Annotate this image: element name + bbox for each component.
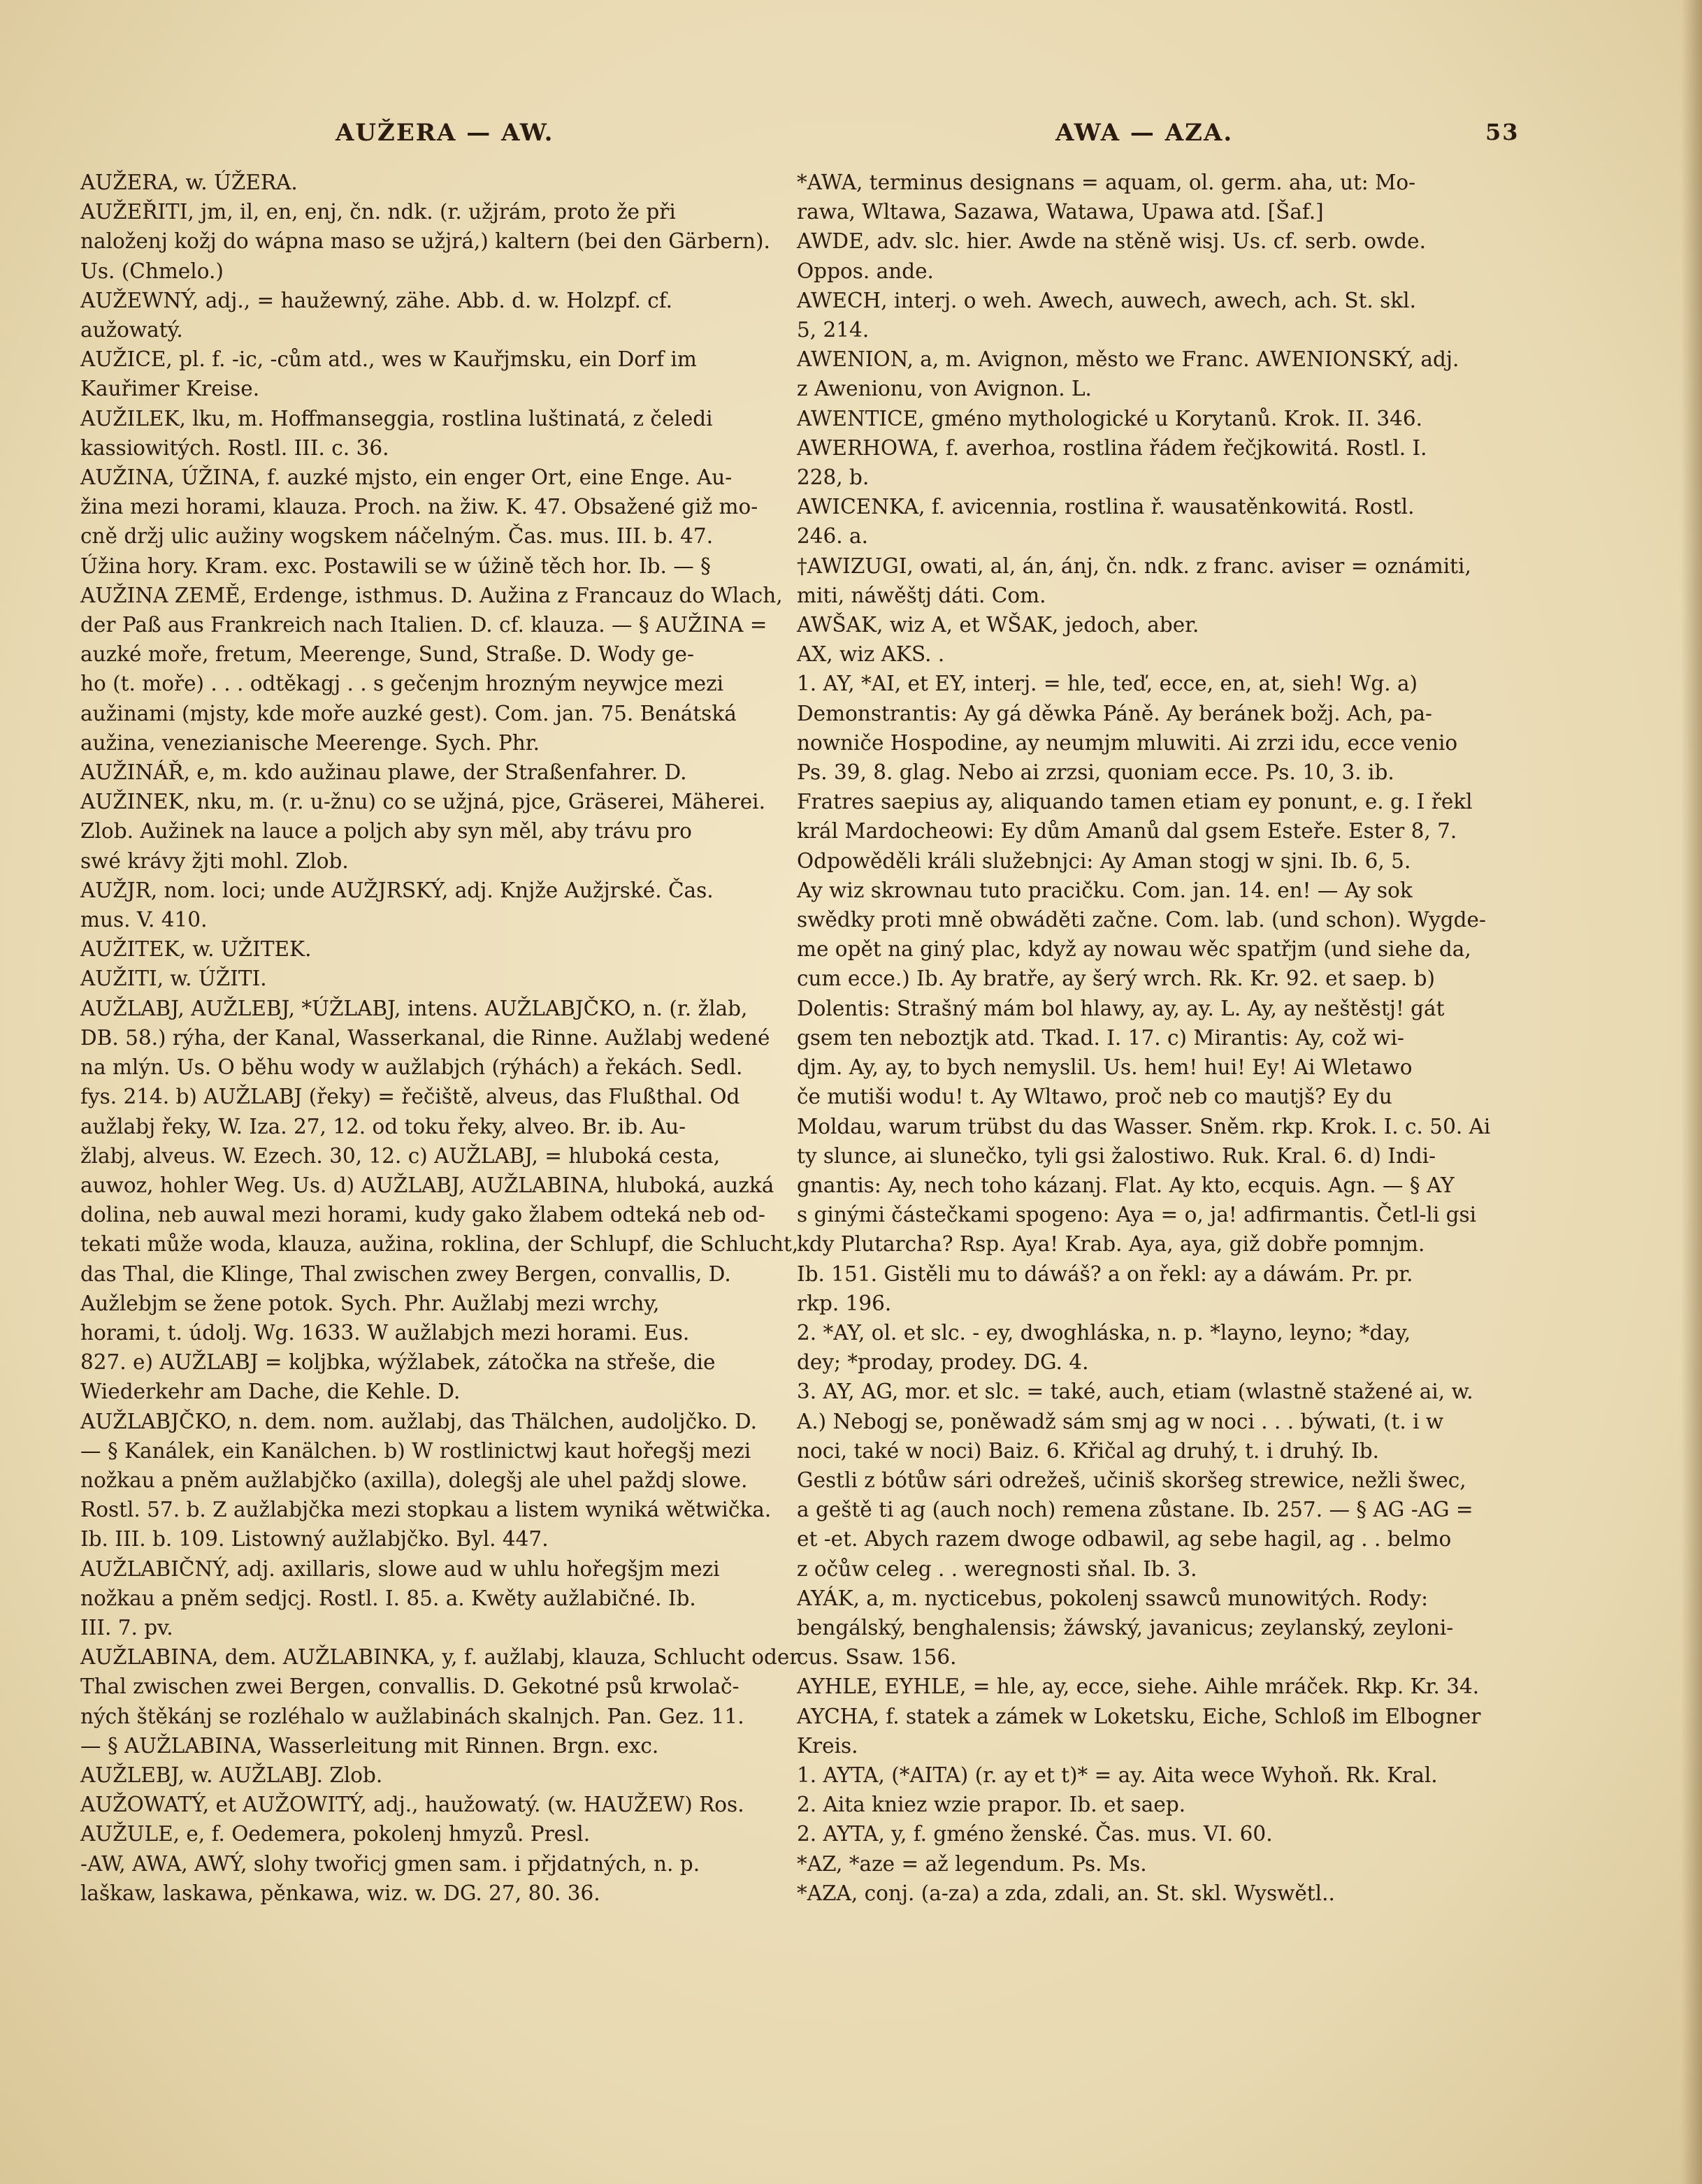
entry-line: z očůw celeg . . weregnosti sňal. Ib. 3.	[797, 1556, 1197, 1581]
entry-line: AUŽILEK, lku, m. Hoffmanseggia, rostlina luštinatá, z čeledi	[80, 406, 713, 431]
right-column	[797, 168, 1524, 1908]
entry-line: miti, náwěštj dáti. Com.	[797, 583, 1046, 607]
entry-line: AUŽULE, e, f. Oedemera, pokolenj hmyzů. Presl.	[80, 1822, 591, 1846]
entry-line: AYCHA, f. statek a zámek w Loketsku, Eiche, Schloß im Elbogner	[797, 1704, 1481, 1728]
entry-line: s ginými částečkami spogeno: Aya = o, ja! adfirmantis. Četl-li gsi	[797, 1203, 1477, 1227]
entry-line: swědky proti mně obwáděti začne. Com. lab. (und schon). Wygde-	[797, 908, 1486, 932]
entry-line: král Mardocheowi: Ey dům Amanů dal gsem Esteře. Ester 8, 7.	[797, 819, 1457, 844]
entry-line: 827. e) AUŽLABJ = koljbka, wýžlabek, zátočka na střeše, die	[80, 1350, 716, 1375]
entry-line: A.) Nebogj se, poněwadž sám smj ag w noci . . . býwati, (t. i w	[797, 1409, 1444, 1433]
entry-line: gsem ten neboztjk atd. Tkad. I. 17. c) Mirantis: Ay, což wi-	[797, 1025, 1404, 1050]
entry-line: *AWA, terminus designans = aquam, ol. germ. aha, ut: Mo-	[797, 171, 1416, 194]
entry-line: — § AUŽLABINA, Wasserleitung mit Rinnen. Brgn. exc.	[80, 1733, 659, 1758]
entry-line: ho (t. moře) . . . odtěkagj . . s gečenjm hrozným neywjce mezi	[80, 672, 724, 696]
entry-line: mus. V. 410.	[80, 908, 208, 932]
entry-line: AUŽITEK, w. UŽITEK.	[80, 937, 312, 962]
entry-line: der Paß aus Frankreich nach Italien. D. cf. klauza. — § AUŽINA =	[80, 613, 767, 637]
entry-line: das Thal, die Klinge, Thal zwischen zwey Bergen, convallis, D.	[80, 1261, 731, 1286]
entry-line: AUŽICE, pl. f. -ic, -cům atd., wes w Kauřjmsku, ein Dorf im	[80, 347, 697, 372]
entry-line: rawa, Wltawa, Sazawa, Watawa, Upawa atd. [Šaf.]	[797, 200, 1324, 224]
entry-line: AWDE, adv. slc. hier. Awde na stěně wisj. Us. cf. serb. owde.	[797, 229, 1427, 254]
entry-line: -AW, AWA, AWÝ, slohy twořicj gmen sam. i přjdatných, n. p.	[80, 1851, 700, 1876]
entry-line: Oppos. ande.	[797, 259, 934, 283]
entry-line: 2. AYTA, y, f. gméno ženské. Čas. mus. VI. 60.	[797, 1822, 1273, 1846]
entry-line: AWENTICE, gméno mythologické u Korytanů. Krok. II. 346.	[797, 406, 1423, 431]
entry-line: na mlýn. Us. O běhu wody w aužlabjch (rýhách) a řekách. Sedl.	[80, 1055, 743, 1080]
entry-line: Thal zwischen zwei Bergen, convallis. D. Gekotné psů krwolač-	[80, 1675, 740, 1699]
entry-line: aužowatý.	[80, 318, 183, 342]
entry-line: AYÁK, a, m. nycticebus, pokolenj ssawců munowitých. Rody:	[797, 1586, 1429, 1610]
entry-line: auzké moře, fretum, Meerenge, Sund, Straße. D. Wody ge-	[80, 642, 694, 667]
entry-line: AWŠAK, wiz A, et WŠAK, jedoch, aber.	[797, 613, 1199, 637]
entry-line: Aužlebjm se žene potok. Sych. Phr. Aužlabj mezi wrchy,	[80, 1291, 660, 1315]
entry-line: Wiederkehr am Dache, die Kehle. D.	[80, 1380, 461, 1404]
entry-line: 2. Aita kniez wzie prapor. Ib. et saep.	[797, 1793, 1186, 1817]
entry-line: AUŽINA ZEMĚ, Erdenge, isthmus. D. Aužina z Francauz do Wlach,	[80, 583, 783, 607]
entry-line: nožkau a pněm aužlabjčko (axilla), dolegšj ale uhel paždj slowe.	[80, 1468, 748, 1492]
entry-line: če mutiši wodu! t. Ay Wltawo, proč neb co mautjš? Ey du	[797, 1085, 1392, 1109]
entry-line: cum ecce.) Ib. Ay bratře, ay šerý wrch. Rk. Kr. 92. et saep. b)	[797, 967, 1435, 991]
entry-line: AX, wiz AKS. .	[797, 642, 945, 667]
entry-line: nožkau a pněm sedjcj. Rostl. I. 85. a. Kwěty aužlabičné. Ib.	[80, 1586, 696, 1610]
entry-line: AUŽLABIČNÝ, adj. axillaris, slowe aud w uhlu hořegšjm mezi	[80, 1556, 720, 1581]
left-column	[80, 168, 807, 1908]
entry-line: *AZA, conj. (a-za) a zda, zdali, an. St. skl. Wyswětl..	[797, 1881, 1335, 1905]
entry-line: Moldau, warum trübst du das Wasser. Sněm. rkp. Krok. I. c. 50. Ai	[797, 1114, 1491, 1138]
entry-line: et -et. Abych razem dwoge odbawil, ag sebe hagil, ag . . belmo	[797, 1527, 1452, 1552]
entry-line: bengálský, benghalensis; žáwský, javanicus; zeylanský, zeyloni-	[797, 1615, 1454, 1640]
entry-line: AUŽLABJČKO, n. dem. nom. aužlabj, das Thälchen, audoljčko. D.	[80, 1409, 757, 1433]
entry-line: auwoz, hohler Weg. Us. d) AUŽLABJ, AUŽLABINA, hluboká, auzká	[80, 1173, 774, 1197]
entry-line: cus. Ssaw. 156.	[797, 1645, 957, 1670]
entry-line: Zlob. Aužinek na lauce a poljch aby syn měl, aby trávu pro	[80, 819, 692, 844]
entry-line: DB. 58.) rýha, der Kanal, Wasserkanal, die Rinne. Aužlabj wedené	[80, 1025, 770, 1050]
entry-line: Ib. III. b. 109. Listowný aužlabjčko. Byl. 447.	[80, 1527, 549, 1552]
entry-line: AUŽITI, w. ÚŽITI.	[80, 967, 267, 991]
entry-line: AUŽEŘITI, jm, il, en, enj, čn. ndk. (r. užjrám, proto že při	[80, 200, 676, 224]
entry-line: djm. Ay, ay, to bych nemyslil. Us. hem! hui! Ey! Ai Wletawo	[797, 1055, 1413, 1080]
entry-line: fys. 214. b) AUŽLABJ (řeky) = řečiště, alveus, das Flußthal. Od	[80, 1085, 740, 1109]
entry-line: Odpowěděli králi služebnjci: Ay Aman stogj w sjni. Ib. 6, 5.	[797, 848, 1411, 873]
entry-line: Us. (Chmelo.)	[80, 259, 224, 283]
left-running-head: AUŽERA — AW.	[336, 119, 554, 147]
page-number: 53	[1485, 119, 1520, 145]
entry-line: Kauřimer Kreise.	[80, 377, 260, 401]
entry-line: cně držj ulic aužiny wogskem náčelným. Čas. mus. III. b. 47.	[80, 524, 714, 549]
entry-line: laškaw, laskawa, pěnkawa, wiz. w. DG. 27, 80. 36.	[80, 1881, 600, 1905]
entry-line: noci, také w noci) Baiz. 6. Křičal ag druhý, t. i druhý. Ib.	[797, 1438, 1380, 1463]
entry-line: AWICENKA, f. avicennia, rostlina ř. wausatěnkowitá. Rostl.	[797, 495, 1415, 519]
entry-line: 3. AY, AG, mor. et slc. = také, auch, etiam (wlastně stažené ai, w.	[797, 1380, 1473, 1404]
entry-line: AUŽEWNÝ, adj., = haužewný, zähe. Abb. d. w. Holzpf. cf.	[80, 288, 672, 312]
entry-line: †AWIZUGI, owati, al, án, ánj, čn. ndk. z franc. aviser = oznámiti,	[797, 554, 1471, 578]
entry-line: swé krávy žjti mohl. Zlob.	[80, 848, 349, 873]
entry-line: AUŽINA, ÚŽINA, f. auzké mjsto, ein enger Ort, eine Enge. Au-	[80, 465, 733, 490]
entry-line: AUŽLEBJ, w. AUŽLABJ. Zlob.	[80, 1763, 383, 1787]
entry-line: dolina, neb auwal mezi horami, kudy gako žlabem odteká neb od-	[80, 1203, 765, 1227]
entry-line: AUŽERA, w. ÚŽERA.	[80, 171, 298, 194]
entry-line: kassiowitých. Rostl. III. c. 36.	[80, 435, 389, 460]
entry-line: AUŽLABJ, AUŽLEBJ, *ÚŽLABJ, intens. AUŽLABJČKO, n. (r. žlab,	[80, 996, 748, 1020]
entry-line: Úžina hory. Kram. exc. Postawili se w úžině těch hor. Ib. — §	[80, 554, 711, 578]
entry-line: 228, b.	[797, 465, 870, 490]
entry-line: horami, t. údolj. Wg. 1633. W aužlabjch mezi horami. Eus.	[80, 1320, 690, 1345]
entry-line: *AZ, *aze = až legendum. Ps. Ms.	[797, 1851, 1147, 1876]
entry-line: 1. AY, *AI, et EY, interj. = hle, teď, ecce, en, at, sieh! Wg. a)	[797, 672, 1418, 696]
entry-line: Fratres saepius ay, aliquando tamen etiam ey ponunt, e. g. I řekl	[797, 790, 1473, 814]
entry-line: žlabj, alveus. W. Ezech. 30, 12. c) AUŽLABJ, = hluboká cesta,	[80, 1143, 721, 1168]
entry-line: AUŽJR, nom. loci; unde AUŽJRSKÝ, adj. Knjže Aužjrské. Čas.	[80, 878, 714, 902]
entry-line: rkp. 196.	[797, 1291, 892, 1315]
entry-line: Rostl. 57. b. Z aužlabjčka mezi stopkau a listem wyniká wětwička.	[80, 1498, 772, 1522]
entry-line: Ib. 151. Gistěli mu to dáwáš? a on řekl: ay a dáwám. Pr. pr.	[797, 1261, 1413, 1286]
entry-line: aužina, venezianische Meerenge. Sych. Phr.	[80, 730, 540, 755]
entry-line: gnantis: Ay, nech toho kázanj. Flat. Ay kto, ecquis. Agn. — § AY	[797, 1173, 1455, 1197]
entry-line: Gestli z bótůw sári odrežeš, učiniš skoršeg strewice, nežli šwec,	[797, 1468, 1466, 1492]
entry-line: me opět na giný plac, když ay nowau wěc spatřjm (und siehe da,	[797, 937, 1471, 962]
entry-line: Ps. 39, 8. glag. Nebo ai zrzsi, quoniam ecce. Ps. 10, 3. ib.	[797, 760, 1394, 785]
entry-line: Kreis.	[797, 1733, 858, 1758]
entry-line: z Awenionu, von Avignon. L.	[797, 377, 1092, 401]
entry-line: AUŽLABINA, dem. AUŽLABINKA, y, f. aužlabj, klauza, Schlucht oder	[80, 1645, 800, 1670]
entry-line: 1. AYTA, (*AITA) (r. ay et t)* = ay. Aita wece Wyhoň. Rk. Kral.	[797, 1763, 1438, 1787]
entry-line: 2. *AY, ol. et slc. - ey, dwoghláska, n. p. *layno, leyno; *day,	[797, 1320, 1411, 1345]
entry-line: AWECH, interj. o weh. Awech, auwech, awech, ach. St. skl.	[797, 288, 1416, 312]
entry-line: dey; *proday, prodey. DG. 4.	[797, 1350, 1089, 1375]
entry-line: AYHLE, EYHLE, = hle, ay, ecce, siehe. Aihle mráček. Rkp. Kr. 34.	[797, 1675, 1480, 1699]
entry-line: a geště ti ag (auch noch) remena zůstane. Ib. 257. — § AG -AG =	[797, 1498, 1473, 1522]
entry-line: kdy Plutarcha? Rsp. Aya! Krab. Aya, aya, giž dobře pomnjm.	[797, 1232, 1425, 1257]
entry-line: 246. a.	[797, 524, 869, 549]
entry-line: AUŽOWATÝ, et AUŽOWITÝ, adj., haužowatý. (w. HAUŽEW) Ros.	[80, 1793, 744, 1817]
entry-line: Demonstrantis: Ay gá děwka Páně. Ay beránek božj. Ach, pa-	[797, 701, 1433, 725]
entry-line: AUŽINÁŘ, e, m. kdo aužinau plawe, der Straßenfahrer. D.	[80, 760, 687, 785]
entry-line: III. 7. pv.	[80, 1615, 173, 1640]
entry-line: nowniče Hospodine, ay neumjm mluwiti. Ai zrzi idu, ecce venio	[797, 730, 1458, 755]
right-running-head: AWA — AZA.	[1055, 119, 1234, 147]
entry-line: AWENION, a, m. Avignon, město we Franc. AWENIONSKÝ, adj.	[797, 347, 1459, 372]
entry-line: Ay wiz skrownau tuto pracičku. Com. jan. 14. en! — Ay sok	[797, 878, 1413, 902]
entry-line: 5, 214.	[797, 318, 870, 342]
entry-line: žina mezi horami, klauza. Proch. na žiw. K. 47. Obsažené giž mo-	[80, 495, 758, 519]
entry-line: AUŽINEK, nku, m. (r. u-žnu) co se užjná, pjce, Gräserei, Mäherei.	[80, 790, 765, 814]
entry-line: ných štěkánj se rozléhalo w aužlabinách skalnjch. Pan. Gez. 11.	[80, 1704, 744, 1728]
entry-line: aužinami (mjsty, kde moře auzké gest). Com. jan. 75. Benátská	[80, 701, 737, 725]
entry-line: AWERHOWA, f. averhoa, rostlina řádem řečjkowitá. Rostl. I.	[797, 435, 1427, 460]
entry-line: Dolentis: Strašný mám bol hlawy, ay, ay. L. Ay, ay neštěstj! gát	[797, 996, 1445, 1020]
entry-line: tekati může woda, klauza, aužina, roklina, der Schlupf, die Schlucht,	[80, 1232, 799, 1257]
entry-line: ty slunce, ai slunečko, tyli gsi žalostiwo. Ruk. Kral. 6. d) Indi-	[797, 1143, 1436, 1168]
entry-line: — § Kanálek, ein Kanälchen. b) W rostlinictwj kaut hořegšj mezi	[80, 1438, 751, 1463]
entry-line: aužlabj řeky, W. Iza. 27, 12. od toku řeky, alveo. Br. ib. Au-	[80, 1114, 686, 1138]
page-edge-shadow	[1681, 0, 1702, 2184]
entry-line: naloženj kožj do wápna maso se užjrá,) kaltern (bei den Gärbern).	[80, 229, 770, 254]
